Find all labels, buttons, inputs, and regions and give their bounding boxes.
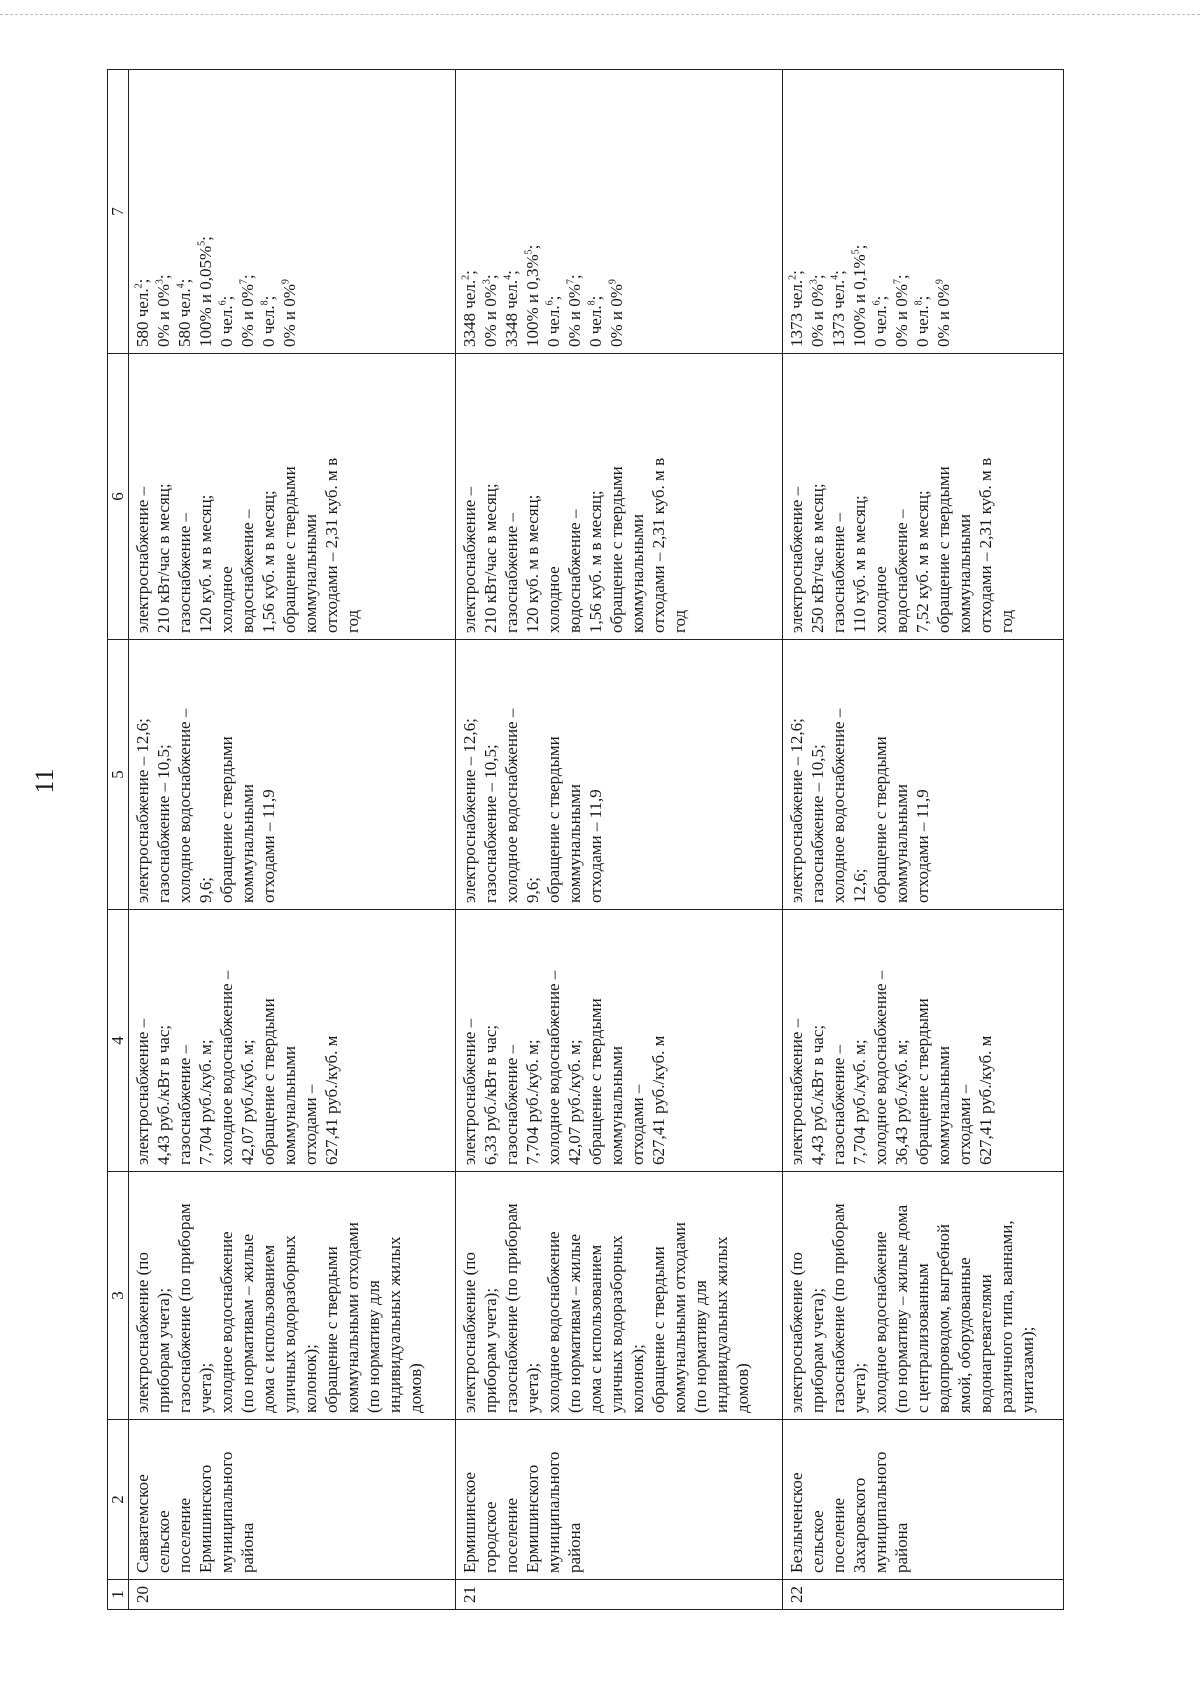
population-value: 0% и 0%	[933, 284, 953, 347]
separator: ;	[217, 295, 236, 301]
cell-line: 4,43 руб./кВт в час;	[154, 1024, 173, 1165]
population-line	[891, 76, 912, 347]
cell-line: электроснабжение – 12,6;	[133, 718, 152, 903]
growth-cell	[455, 640, 782, 910]
cell-line: 7,52 куб. м в месяц;	[912, 490, 932, 633]
cell-line: учета);	[522, 1362, 542, 1413]
cell-line: обращение с твердыми	[912, 998, 932, 1165]
cell-line: отходами – 2,31 куб. м в	[648, 457, 668, 633]
column-header: 6	[108, 354, 129, 640]
cell-line: холодное	[543, 566, 563, 633]
cell-line: холодное водоснабжение –	[828, 708, 848, 903]
cell-line: холодное водоснабжение –	[217, 970, 236, 1165]
cell-line: холодное водоснабжение –	[543, 970, 563, 1165]
cell-line: газоснабжение –	[828, 1044, 848, 1165]
footnote-marker: 4	[175, 283, 187, 289]
cell-line: водоснабжение –	[238, 509, 257, 633]
row-number-cell	[455, 1580, 782, 1610]
separator: ;	[522, 244, 542, 250]
population-value: 100% и 0,05%	[196, 245, 215, 347]
population-cell	[129, 70, 456, 354]
cell-line: учета);	[196, 1362, 215, 1413]
tariffs-table	[107, 69, 1064, 1610]
cell-line: сельское	[807, 1510, 827, 1573]
cell-line: 1,56 куб. м в месяц;	[585, 490, 605, 633]
footnote-marker: 3	[808, 279, 820, 285]
population-value: 0 чел.	[870, 305, 890, 347]
cell-line: дома с использованием	[585, 1244, 605, 1413]
footnote-marker: 6	[217, 300, 229, 306]
population-value: 0% и 0%	[564, 284, 584, 347]
cell-line: холодное водоснабжение –	[501, 708, 521, 903]
cell-line: 42,07 руб./куб. м;	[564, 1039, 584, 1165]
cell-line: газоснабжение –	[501, 512, 521, 633]
separator: ;	[585, 295, 605, 301]
page-number: 11	[30, 768, 59, 794]
population-value: 0 чел.	[259, 305, 278, 347]
cell-line: коммунальными	[564, 784, 584, 903]
cell-line: коммунальными	[606, 1046, 626, 1165]
cell-line: холодное водоснабжение	[543, 1231, 563, 1413]
cell-line: электроснабжение –	[133, 1018, 152, 1165]
growth-cell	[129, 640, 456, 910]
population-line	[459, 76, 480, 347]
population-line	[132, 76, 153, 347]
cell-line: газоснабжение (по приборам	[828, 1203, 848, 1413]
cell-line: колонок);	[301, 1344, 320, 1413]
population-value: 0 чел.	[217, 305, 236, 347]
cell-line: 120 куб. м в месяц;	[196, 494, 215, 633]
cell-line: газоснабжение –	[501, 1044, 521, 1165]
footnote-marker: 5	[523, 249, 535, 255]
scan-artifact-line	[0, 14, 1200, 23]
cell-text: 21	[459, 1586, 479, 1603]
cell-line: газоснабжение (по приборам	[501, 1203, 521, 1413]
cell-line: год	[343, 609, 362, 633]
cell-line: индивидуальных жилых	[385, 1236, 404, 1413]
cell-line: Ермишинское	[459, 1472, 479, 1573]
cell-line: района	[564, 1522, 584, 1573]
settlement-cell	[129, 1420, 456, 1580]
footnote-marker: 4	[502, 274, 514, 280]
cell-line: отходами – 2,31 куб. м в	[975, 457, 995, 633]
separator: ;	[786, 270, 806, 275]
cell-line: учета);	[849, 1362, 869, 1413]
footnote-marker: 2	[460, 274, 472, 280]
cell-line: Ермишинского	[196, 1464, 215, 1573]
cell-line: отходами –	[301, 1084, 320, 1165]
separator: ;	[807, 274, 827, 280]
cell-line: муниципального	[543, 1451, 563, 1573]
cell-line: электроснабжение –	[459, 1018, 479, 1165]
cell-line: холодное	[217, 566, 236, 633]
cell-line: (по нормативу для	[690, 1280, 710, 1413]
separator: ;	[849, 244, 869, 250]
footnote-marker: 4	[829, 274, 841, 280]
footnote-marker: 7	[565, 279, 577, 285]
footnote-marker: 7	[238, 279, 250, 285]
cell-line: холодное	[870, 566, 890, 633]
cell-line: Савватемское	[133, 1474, 152, 1573]
cell-line: ямой, оборудованные	[954, 1257, 974, 1413]
separator: ;	[459, 270, 479, 275]
population-line	[564, 76, 585, 347]
separator: ;	[154, 274, 173, 280]
population-line	[153, 76, 174, 347]
separator: ;	[480, 274, 500, 280]
cell-line: с централизованным	[912, 1263, 932, 1413]
cell-line: 9,6;	[196, 877, 215, 903]
cell-line: газоснабжение – 10,5;	[807, 744, 827, 903]
population-line	[543, 76, 564, 347]
row-number-cell	[782, 1580, 1063, 1610]
norms-cell	[455, 354, 782, 640]
population-line	[786, 76, 807, 347]
cell-line: газоснабжение – 10,5;	[154, 744, 173, 903]
cell-line: отходами – 11,9	[259, 789, 278, 903]
footnote-marker: 2	[133, 283, 145, 289]
cell-line: 42,07 руб./куб. м;	[238, 1039, 257, 1165]
population-line	[828, 76, 849, 347]
cell-line: городское	[480, 1501, 500, 1573]
cell-line: муниципального	[870, 1451, 890, 1573]
footnote-marker: 8	[586, 300, 598, 306]
cell-line: обращение с твердыми	[543, 736, 563, 903]
cell-line: приборам учета);	[480, 1287, 500, 1413]
tariffs-cell	[455, 910, 782, 1172]
cell-line: района	[238, 1522, 257, 1573]
cell-line: холодное водоснабжение	[870, 1231, 890, 1413]
cell-line: год	[669, 609, 689, 633]
cell-line: холодное водоснабжение	[217, 1231, 236, 1413]
cell-line: коммунальными	[301, 514, 320, 633]
population-value: 0% и 0%	[238, 284, 257, 347]
column-header: 5	[108, 640, 129, 910]
cell-line: 7,704 руб./куб. м;	[522, 1039, 542, 1165]
population-line	[585, 76, 606, 347]
cell-line: Безлыченское	[786, 1472, 806, 1573]
cell-line: 250 кВт/час в месяц;	[807, 483, 827, 633]
table-row	[455, 70, 782, 1610]
column-header: 1	[108, 1580, 129, 1610]
population-value: 0% и 0%	[480, 284, 500, 347]
column-header: 3	[108, 1172, 129, 1420]
cell-line: электроснабжение (по	[459, 1252, 479, 1413]
footnote-marker: 5	[850, 249, 862, 255]
cell-line: газоснабжение – 10,5;	[480, 744, 500, 903]
cell-line: электроснабжение –	[786, 486, 806, 633]
cell-line: водоснабжение –	[891, 509, 911, 633]
population-line	[237, 76, 258, 347]
cell-line: 9,6;	[522, 877, 542, 903]
population-line	[522, 76, 543, 347]
cell-text: 22	[786, 1586, 806, 1603]
services-cell	[455, 1172, 782, 1420]
population-value: 0% и 0%	[154, 284, 173, 347]
separator: ;	[501, 270, 521, 275]
cell-text: 20	[133, 1586, 152, 1603]
population-value: 0% и 0%	[280, 284, 299, 347]
population-line	[606, 76, 627, 347]
cell-line: 627,41 руб./куб. м	[648, 1035, 668, 1165]
separator: ;	[196, 236, 215, 241]
cell-line: газоснабжение (по приборам	[175, 1203, 194, 1413]
cell-line: (по нормативам – жилые	[564, 1233, 584, 1413]
separator: ;	[912, 295, 932, 301]
cell-line: 110 куб. м в месяц;	[849, 495, 869, 633]
cell-line: унитазами);	[1017, 1326, 1037, 1413]
cell-line: коммунальными	[280, 1046, 299, 1165]
population-value: 1373 чел.	[828, 279, 848, 347]
cell-line: 1,56 куб. м в месяц;	[259, 490, 278, 633]
cell-line: обращение с твердыми	[648, 1246, 668, 1413]
cell-line: обращение с твердыми	[585, 998, 605, 1165]
table-row	[129, 70, 456, 1610]
cell-line: 6,33 руб./кВт в час;	[480, 1024, 500, 1165]
footnote-marker: 3	[154, 279, 166, 285]
separator: ;	[564, 274, 584, 280]
population-line	[216, 76, 237, 347]
cell-line: сельское	[154, 1510, 173, 1573]
separator: ;	[259, 295, 278, 301]
cell-line: Ермишинского	[522, 1464, 542, 1573]
column-header: 7	[108, 70, 129, 354]
cell-line: коммунальными отходами	[669, 1222, 689, 1413]
norms-cell	[129, 354, 456, 640]
cell-line: коммунальными	[238, 784, 257, 903]
footnote-marker: 6	[871, 300, 883, 306]
population-value: 100% и 0,1%	[849, 254, 869, 347]
population-value: 100% и 0,3%	[522, 254, 542, 347]
cell-line: поселение	[175, 1497, 194, 1573]
population-line	[870, 76, 891, 347]
separator: ;	[870, 295, 890, 301]
header-row	[108, 70, 129, 1610]
row-number-cell	[129, 1580, 456, 1610]
cell-line: обращение с твердыми	[322, 1246, 341, 1413]
cell-line: холодное водоснабжение –	[870, 970, 890, 1165]
cell-line: 120 куб. м в месяц;	[522, 494, 542, 633]
cell-line: (по нормативу для	[364, 1280, 383, 1413]
footnote-marker: 2	[787, 274, 799, 280]
footnote-marker: 3	[481, 279, 493, 285]
population-value: 580 чел.	[175, 288, 194, 347]
cell-line: 7,704 руб./куб. м;	[196, 1039, 215, 1165]
cell-line: уличных водоразборных	[606, 1235, 626, 1413]
cell-line: домов)	[406, 1363, 425, 1413]
population-value: 0 чел.	[912, 305, 932, 347]
cell-line: различного типа, ваннами,	[996, 1220, 1016, 1413]
population-line	[912, 76, 933, 347]
population-cell	[455, 70, 782, 354]
settlement-cell	[455, 1420, 782, 1580]
cell-line: водопроводом, выгребной	[933, 1224, 953, 1413]
cell-line: 36,43 руб./куб. м;	[891, 1039, 911, 1165]
cell-line: электроснабжение –	[786, 1018, 806, 1165]
separator: ;	[543, 295, 563, 301]
cell-line: 4,43 руб./кВт в час;	[807, 1024, 827, 1165]
cell-line: отходами – 11,9	[585, 789, 605, 903]
column-header: 2	[108, 1420, 129, 1580]
cell-line: электроснабжение (по	[786, 1252, 806, 1413]
cell-line: коммунальными	[954, 514, 974, 633]
population-value: 1373 чел.	[786, 279, 806, 347]
population-value: 0% и 0%	[891, 284, 911, 347]
cell-line: уличных водоразборных	[280, 1235, 299, 1413]
population-line	[279, 76, 300, 347]
cell-line: коммунальными	[891, 784, 911, 903]
separator: ;	[828, 270, 848, 275]
cell-line: колонок);	[627, 1344, 647, 1413]
table-wrapper	[107, 70, 1064, 1610]
footnote-marker: 9	[280, 279, 292, 285]
cell-line: коммунальными	[933, 1046, 953, 1165]
cell-line: обращение с твердыми	[280, 466, 299, 633]
cell-line: дома с использованием	[259, 1244, 278, 1413]
column-header: 4	[108, 910, 129, 1172]
cell-line: обращение с твердыми	[933, 466, 953, 633]
cell-line: водонагревателями	[975, 1274, 995, 1413]
cell-line: электроснабжение –	[133, 486, 152, 633]
cell-line: 12,6;	[849, 868, 869, 903]
separator: ;	[891, 274, 911, 280]
cell-line: отходами –	[627, 1084, 647, 1165]
population-cell	[782, 70, 1063, 354]
footnote-marker: 9	[934, 279, 946, 285]
cell-line: 210 кВт/час в месяц;	[154, 483, 173, 633]
cell-line: индивидуальных жилых	[711, 1236, 731, 1413]
population-line	[174, 76, 195, 347]
cell-line: приборам учета);	[807, 1287, 827, 1413]
population-value: 580 чел.	[133, 288, 152, 347]
cell-line: поселение	[828, 1497, 848, 1573]
cell-line: Захаровского	[849, 1477, 869, 1573]
population-line	[195, 76, 216, 347]
separator: ;	[238, 274, 257, 280]
cell-line: газоснабжение –	[175, 1044, 194, 1165]
population-value: 3348 чел.	[501, 279, 521, 347]
cell-line: 210 кВт/час в месяц;	[480, 483, 500, 633]
cell-line: коммунальными отходами	[343, 1222, 362, 1413]
cell-line: электроснабжение (по	[133, 1252, 152, 1413]
cell-line: 627,41 руб./куб. м	[975, 1035, 995, 1165]
cell-line: муниципального	[217, 1451, 236, 1573]
rotated-table-container	[107, 70, 1064, 1610]
cell-line: 7,704 руб./куб. м;	[849, 1039, 869, 1165]
tariffs-cell	[129, 910, 456, 1172]
cell-line: электроснабжение –	[459, 486, 479, 633]
cell-line: приборам учета);	[154, 1287, 173, 1413]
population-value: 0% и 0%	[807, 284, 827, 347]
footnote-marker: 6	[544, 300, 556, 306]
footnote-marker: 8	[913, 300, 925, 306]
footnote-marker: 8	[259, 300, 271, 306]
population-value: 0% и 0%	[606, 284, 626, 347]
cell-line: обращение с твердыми	[870, 736, 890, 903]
table-body	[129, 70, 1064, 1610]
population-line	[258, 76, 279, 347]
tariffs-cell	[782, 910, 1063, 1172]
cell-line: отходами – 11,9	[912, 789, 932, 903]
footnote-marker: 9	[607, 279, 619, 285]
separator: ;	[133, 278, 152, 284]
settlement-cell	[782, 1420, 1063, 1580]
cell-line: отходами –	[954, 1084, 974, 1165]
cell-line: электроснабжение – 12,6;	[786, 718, 806, 903]
cell-line: газоснабжение –	[828, 512, 848, 633]
cell-line: (по нормативу – жилые дома	[891, 1204, 911, 1413]
cell-line: обращение с твердыми	[217, 736, 236, 903]
population-line	[933, 76, 954, 347]
population-line	[849, 76, 870, 347]
cell-line: холодное водоснабжение –	[175, 708, 194, 903]
cell-line: района	[891, 1522, 911, 1573]
cell-line: отходами – 2,31 куб. м в	[322, 457, 341, 633]
footnote-marker: 7	[892, 279, 904, 285]
cell-line: поселение	[501, 1497, 521, 1573]
population-line	[501, 76, 522, 347]
cell-line: домов)	[732, 1363, 752, 1413]
cell-line: 627,41 руб./куб. м	[322, 1035, 341, 1165]
cell-line: год	[996, 609, 1016, 633]
services-cell	[782, 1172, 1063, 1420]
table-row	[782, 70, 1063, 1610]
footnote-marker: 5	[196, 240, 208, 246]
population-value: 0 чел.	[543, 305, 563, 347]
population-value: 0 чел.	[585, 305, 605, 347]
cell-line: обращение с твердыми	[606, 466, 626, 633]
services-cell	[129, 1172, 456, 1420]
norms-cell	[782, 354, 1063, 640]
cell-line: обращение с твердыми	[259, 998, 278, 1165]
cell-line: (по нормативам – жилые	[238, 1233, 257, 1413]
population-line	[480, 76, 501, 347]
population-line	[807, 76, 828, 347]
cell-line: электроснабжение – 12,6;	[459, 718, 479, 903]
population-value: 3348 чел.	[459, 279, 479, 347]
cell-line: водоснабжение –	[564, 509, 584, 633]
cell-line: газоснабжение –	[175, 512, 194, 633]
cell-line: коммунальными	[627, 514, 647, 633]
separator: ;	[175, 278, 194, 284]
growth-cell	[782, 640, 1063, 910]
